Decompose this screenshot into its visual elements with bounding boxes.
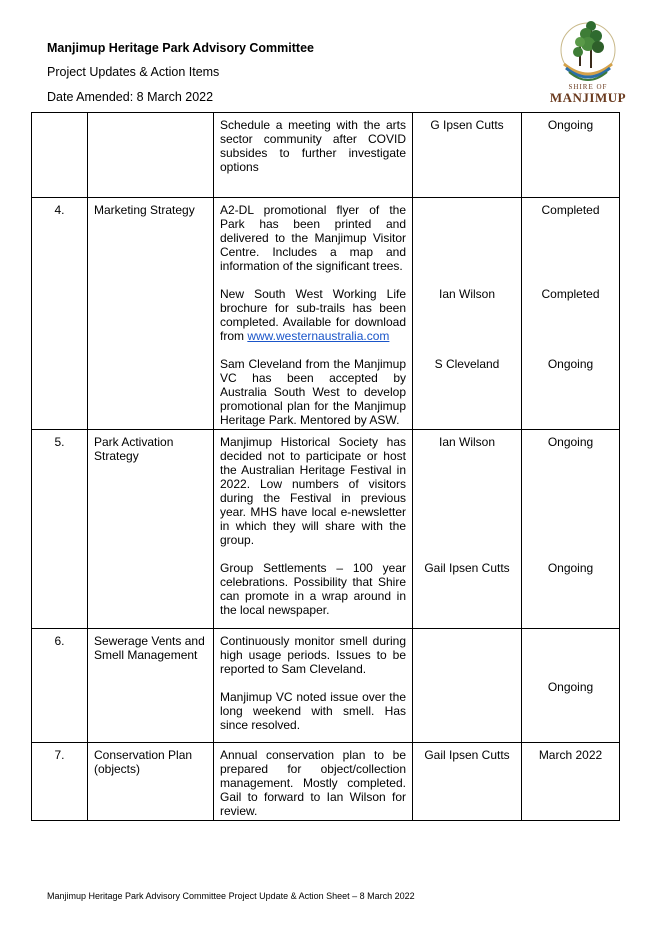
action-text: Schedule a meeting with the arts sector community after COVID subsides to further investigate options [220,118,406,174]
status-cell [522,743,620,821]
item-number: 4. [32,198,88,430]
person-cell [413,430,522,629]
responsible-person: Gail Ipsen Cutts [424,561,510,575]
action-text: Sam Cleveland from the Manjimup VC has been accepted by Australia South West to develop promotional plan for the Manjimup Heritage Park. Mentored by ASW. [220,357,406,427]
committee-title: Manjimup Heritage Park Advisory Committee [47,41,314,55]
person-cell [413,743,522,821]
status-cell [522,430,620,629]
table-row [32,743,620,821]
logo-top-text: SHIRE OF [568,83,608,91]
status-text: Completed [541,287,600,301]
item-number: 6. [32,629,88,743]
responsible-person: Gail Ipsen Cutts [424,748,510,762]
action-text [220,287,406,343]
logo-name: MANJIMUP [549,90,627,105]
person-cell [413,629,522,743]
table-row [32,430,620,629]
item-title: Sewerage Vents and Smell Management [88,629,214,743]
action-cell [214,629,413,743]
action-cell [214,430,413,629]
person-cell [413,198,522,430]
action-text: Group Settlements – 100 year celebrations. Possibility that Shire can promote in a wrap around in the local newspaper. [220,561,406,617]
status-cell [522,629,620,743]
action-text: A2-DL promotional flyer of the Park has been printed and delivered to the Manjimup Visitor Centre. Includes a map and information of the significant trees. [220,203,406,273]
person-cell [413,113,522,198]
responsible-person: S Cleveland [434,357,500,371]
status-text: Ongoing [547,435,594,449]
status-text: Ongoing [547,561,594,575]
action-cell [214,113,413,198]
action-text: Continuously monitor smell during high usage periods. Issues to be reported to Sam Cleveland. [220,634,406,676]
page-footer: Manjimup Heritage Park Advisory Committee Project Update & Action Sheet – 8 March 2022 [47,891,415,901]
status-cell [522,198,620,430]
action-text: Manjimup Historical Society has decided not to participate or host the Australian Heritage Festival in 2022. Low numbers of visitors during the Festival in previous year. MHS have local e-newsletter in which they will share with the group. [220,435,406,547]
responsible-person [419,203,515,273]
table-row [32,198,620,430]
item-title: Park Activation Strategy [88,430,214,629]
table-row [32,113,620,198]
action-cell [214,198,413,430]
action-text: Annual conservation plan to be prepared for object/collection management. Mostly completed. Gail to forward to Ian Wilson for review. [220,748,406,818]
responsible-person: Ian Wilson [438,435,496,449]
website-link[interactable]: www.westernaustralia.com [247,329,390,343]
status-text: Ongoing [547,357,594,371]
table-row [32,629,620,743]
item-title: Conservation Plan (objects) [88,743,214,821]
date-amended: Date Amended: 8 March 2022 [47,90,214,104]
status-text: Completed [541,203,600,217]
item-number: 5. [32,430,88,629]
responsible-person: G Ipsen Cutts [430,118,504,132]
item-number: 7. [32,743,88,821]
item-title: Marketing Strategy [88,198,214,430]
document-subtitle: Project Updates & Action Items [47,65,220,79]
action-items-table [31,112,620,821]
item-title [88,113,214,198]
shire-logo-text [548,83,628,105]
status-cell [522,113,620,198]
responsible-person: Ian Wilson [438,287,496,301]
action-text-body: New South West Working Life brochure for sub-trails has been completed. Available for download from [220,287,406,343]
action-text: Manjimup VC noted issue over the long weekend with smell. Has since resolved. [220,690,406,732]
item-number [32,113,88,198]
status-text: Ongoing [547,680,594,694]
action-cell [214,743,413,821]
status-text: Ongoing [547,118,594,132]
status-text: March 2022 [538,748,603,762]
